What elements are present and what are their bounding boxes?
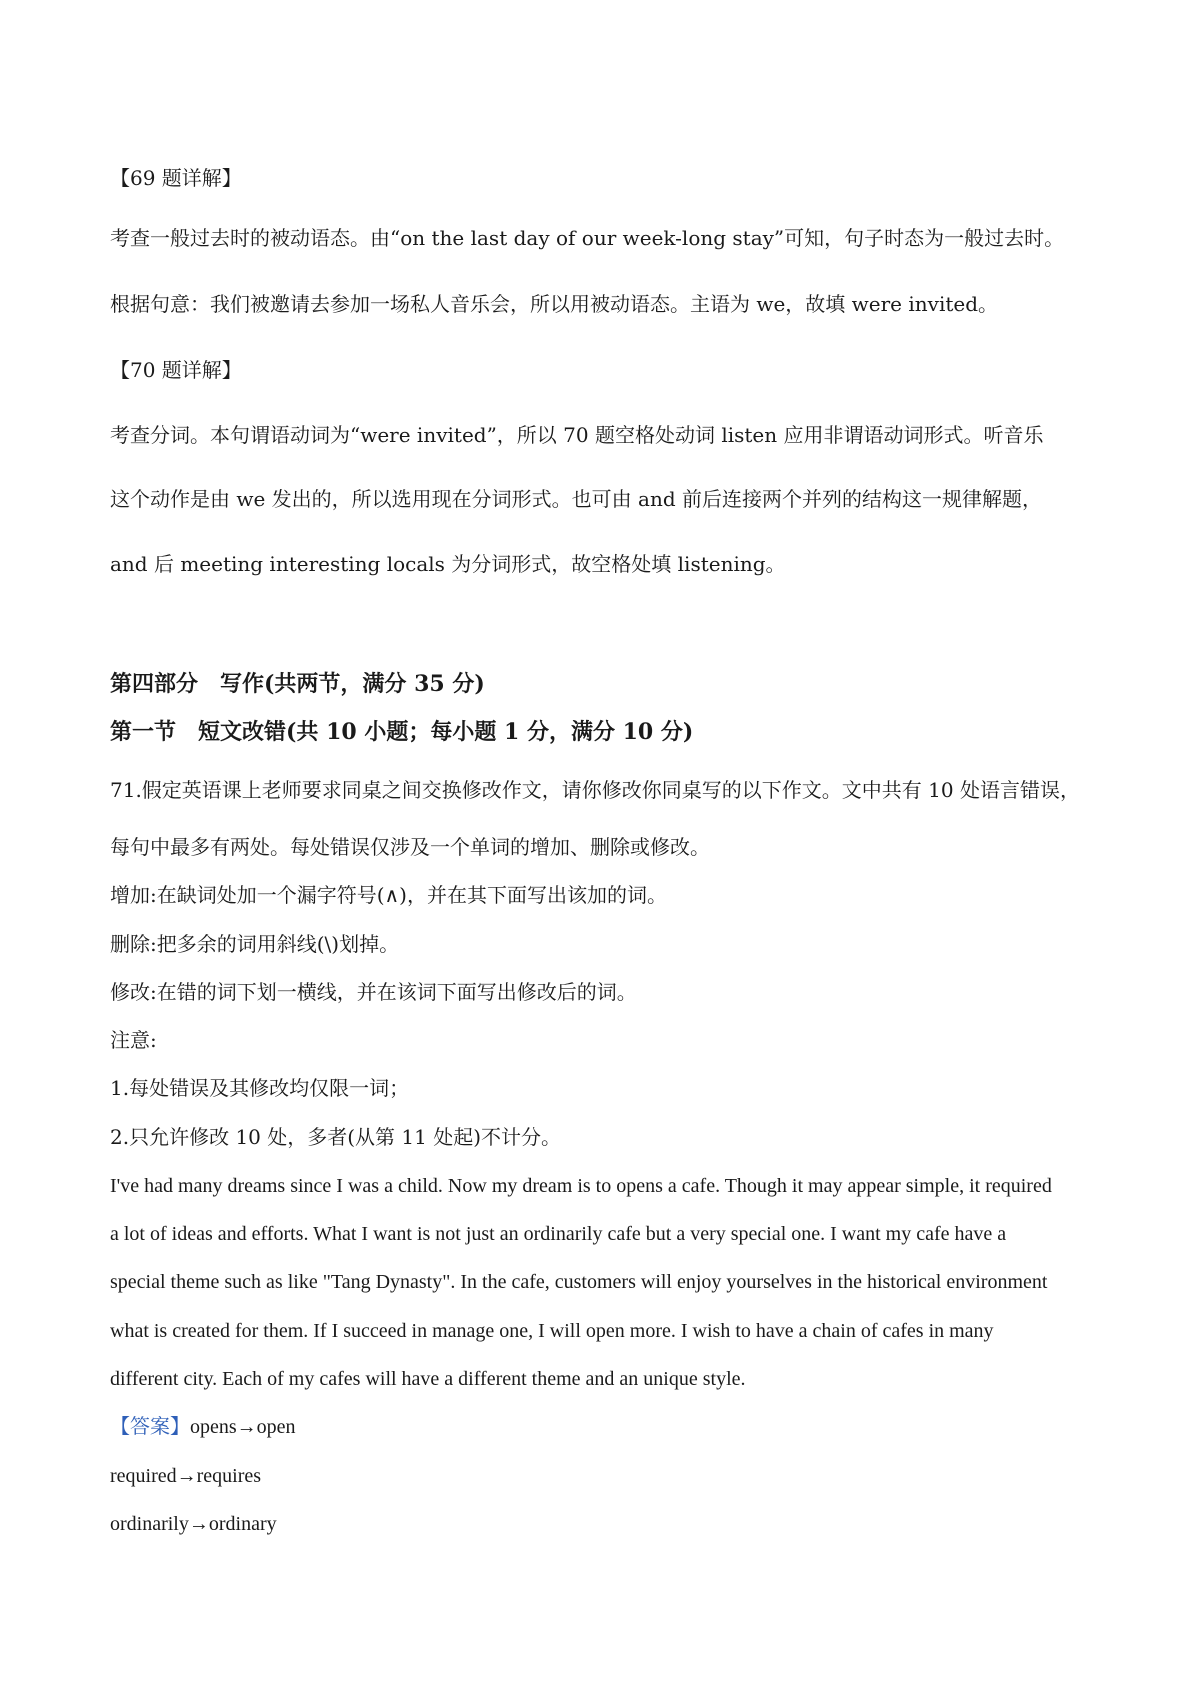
answer-tag: 【答案】 [110,1416,190,1438]
passage-line-3: special theme such as like "Tang Dynasty". In the cafe, customers will enjoy yourselves in the historical environment [110,1271,1048,1293]
q71-note-label: 注意: [110,1028,157,1052]
section-1-title: 第一节 短文改错(共 10 小题；每小题 1 分，满分 10 分) [110,719,694,745]
detail-70-header: 【70 题详解】 [110,358,242,382]
passage-line-4: what is created for them. If I succeed in manage one, I will open more. I wish to have a chain of cafes in many [110,1320,994,1342]
q71-delete-rule: 删除:把多余的词用斜线(\)划掉。 [110,932,400,956]
answer-item-3: ordinarily→ordinary [110,1513,277,1535]
answer-line-1 [110,1411,1100,1443]
passage-line-5: different city. Each of my cafes will have a different theme and an unique style. [110,1368,746,1390]
q71-add-rule: 增加:在缺词处加一个漏字符号(∧)，并在其下面写出该加的词。 [110,883,667,907]
detail-69-header: 【69 题详解】 [110,166,242,190]
detail-70-line-1: 考查分词。本句谓语动词为“were invited”，所以 70 题空格处动词 listen 应用非谓语动词形式。听音乐 [110,423,1044,447]
detail-70-line-2: 这个动作是由 we 发出的，所以选用现在分词形式。也可由 and 前后连接两个并列的结构这一规律解题， [110,487,1042,511]
q71-instruction-1: 71.假定英语课上老师要求同桌之间交换修改作文，请你修改你同桌写的以下作文。文中共有 10 处语言错误， [110,778,1080,802]
q71-note-2: 2.只允许修改 10 处，多者(从第 11 处起)不计分。 [110,1125,562,1149]
q71-modify-rule: 修改:在错的词下划一横线，并在该词下面写出修改后的词。 [110,980,637,1004]
detail-70-line-3: and 后 meeting interesting locals 为分词形式，故空格处填 listening。 [110,552,786,576]
detail-69-line-2: 根据句意：我们被邀请去参加一场私人音乐会，所以用被动语态。主语为 we，故填 were invited。 [110,292,999,316]
passage-line-2: a lot of ideas and efforts. What I want is not just an ordinarily cafe but a very special one. I want my cafe have a [110,1223,1007,1245]
q71-instruction-2: 每句中最多有两处。每处错误仅涉及一个单词的增加、删除或修改。 [110,835,710,859]
part-4-title: 第四部分 写作(共两节，满分 35 分) [110,671,485,697]
detail-69-line-1: 考查一般过去时的被动语态。由“on the last day of our week-long stay”可知，句子时态为一般过去时。 [110,226,1065,250]
passage-line-1: I've had many dreams since I was a child. Now my dream is to opens a cafe. Though it may appear simple, it required [110,1175,1052,1197]
answer-item-2: required→requires [110,1465,262,1487]
answer-item-1: opens→open [190,1416,296,1438]
q71-note-1: 1.每处错误及其修改均仅限一词； [110,1076,410,1100]
